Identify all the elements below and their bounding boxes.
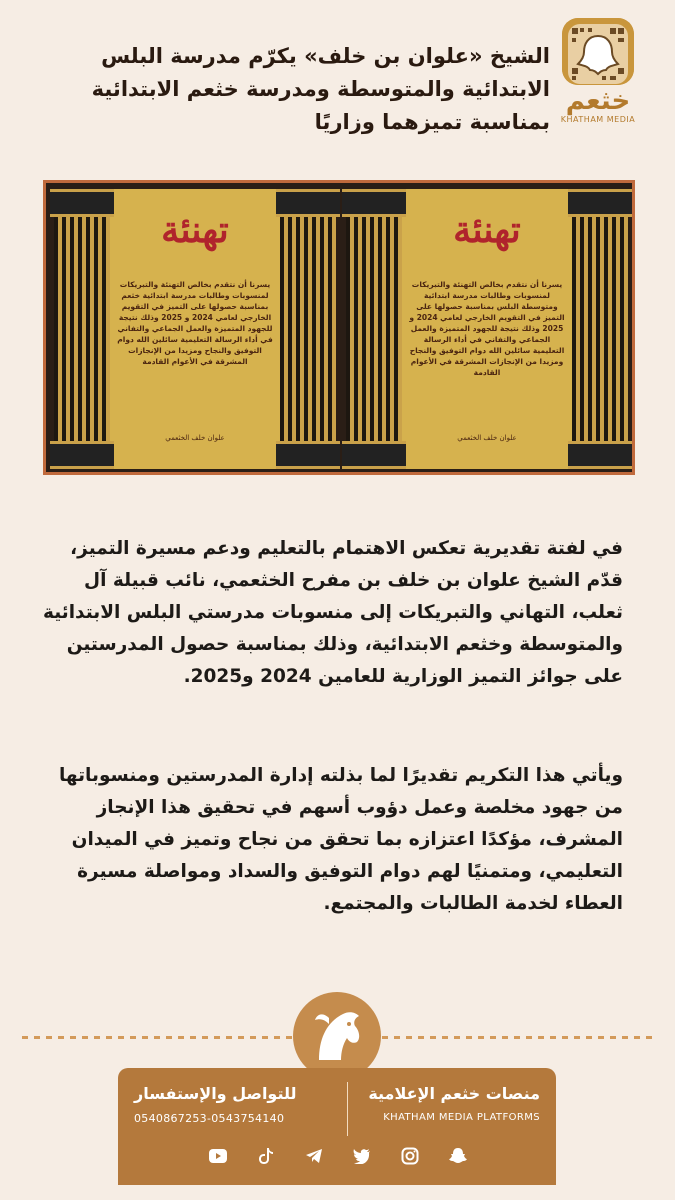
instagram-icon[interactable]	[400, 1146, 420, 1166]
pillar-decoration	[54, 189, 110, 469]
logo-brand-en: KHATHAM MEDIA	[560, 115, 636, 124]
plaque-body: يسرنا أن نتقدم بخالص التهنئة والتبريكات لمنسوبات وطالبات مدرسة ابتدائية خثعم بمناسبة حصولها على التميز في التقويم الخارجي لعامي 2024 و 2025 وذلك نتيجة للجهود المتميزة والعمل الجماعي والتفاني في أداء الرسالة التعليمية سائلين الله دوام التوفيق والنجاح ومزيدا من الإنجازات المشرقة في الأعوام القادمة	[117, 280, 273, 366]
youtube-icon[interactable]	[208, 1146, 228, 1166]
contact-phones: 0540867253-0543754140	[134, 1112, 285, 1125]
plaque-body: يسرنا أن نتقدم بخالص التهنئة والتبريكات لمنسوبات وطالبات مدرسة ابتدائية ومتوسطة البلس بمناسبة حصولها على التميز في التقويم الخارجي لعامي 2024 و 2025 وذلك نتيجة للجهود المتميزة والعمل الجماعي والتفاني في أداء الرسالة التعليمية سائلين الله دوام التوفيق والنجاح ومزيدا من الإنجازات المشرقة في الأعوام القادمة	[409, 280, 565, 377]
footer-panel	[118, 1068, 556, 1185]
platforms-title-ar: منصات خثعم الإعلامية	[368, 1084, 540, 1103]
plaque-albalas	[346, 189, 628, 469]
pillar-decoration	[572, 189, 628, 469]
pillar-decoration	[346, 189, 402, 469]
platforms-title-en: KHATHAM MEDIA PLATFORMS	[383, 1112, 540, 1123]
snapcode-icon	[562, 18, 634, 85]
plaques-photo	[43, 180, 635, 475]
plaque-signature: علوان خلف الخثعمي	[165, 434, 225, 442]
plaque-khatham	[54, 189, 336, 469]
tiktok-icon[interactable]	[256, 1146, 276, 1166]
social-icons	[208, 1145, 468, 1167]
plaque-title: تهنئة	[453, 209, 521, 251]
plaque-title: تهنئة	[161, 209, 229, 251]
twitter-icon[interactable]	[352, 1146, 372, 1166]
snapchat-icon[interactable]	[448, 1146, 468, 1166]
logo-brand-ar: خثعم	[565, 86, 631, 116]
khatham-logo	[549, 18, 647, 124]
headline-line-3: بمناسبة تميزهما وزاريًا	[314, 110, 550, 134]
headline-line-2: الابتدائية والمتوسطة ومدرسة خثعم الابتدائية	[91, 77, 550, 101]
article-paragraph-1: في لفتة تقديرية تعكس الاهتمام بالتعليم ودعم مسيرة التميز، قدّم الشيخ علوان بن خلف بن مفرح الخثعمي، نائب قبيلة آل ثعلب، التهاني والتبريكات إلى منسوبات مدرستي البلس الابتدائية والمتوسطة وخثعم الابتدائية، وذلك بمناسبة حصول المدرستين على جوائز التميز الوزارية للعامين 2024 و2025.	[42, 538, 623, 687]
headline-line-1: الشيخ «علوان بن خلف» يكرّم مدرسة البلس	[101, 44, 550, 68]
headline	[40, 40, 550, 139]
telegram-icon[interactable]	[304, 1146, 324, 1166]
contact-title: للتواصل والإستفسار	[134, 1084, 297, 1103]
pillar-decoration	[280, 189, 336, 469]
plaque-signature: علوان خلف الخثعمي	[457, 434, 517, 442]
article-paragraph-2: ويأتي هذا التكريم تقديرًا لما بذلته إدارة المدرستين ومنسوباتها من جهود مخلصة وعمل دؤوب أسهم في تحقيق هذا الإنجاز المشرف، مؤكدًا اعتزازه بما تحقق من نجاح وتميز في الميدان التعليمي، ومتمنيًا لهم دوام التوفيق والسداد ومواصلة مسيرة العطاء لخدمة الطالبات والمجتمع.	[58, 765, 623, 914]
footer-divider	[347, 1082, 348, 1136]
